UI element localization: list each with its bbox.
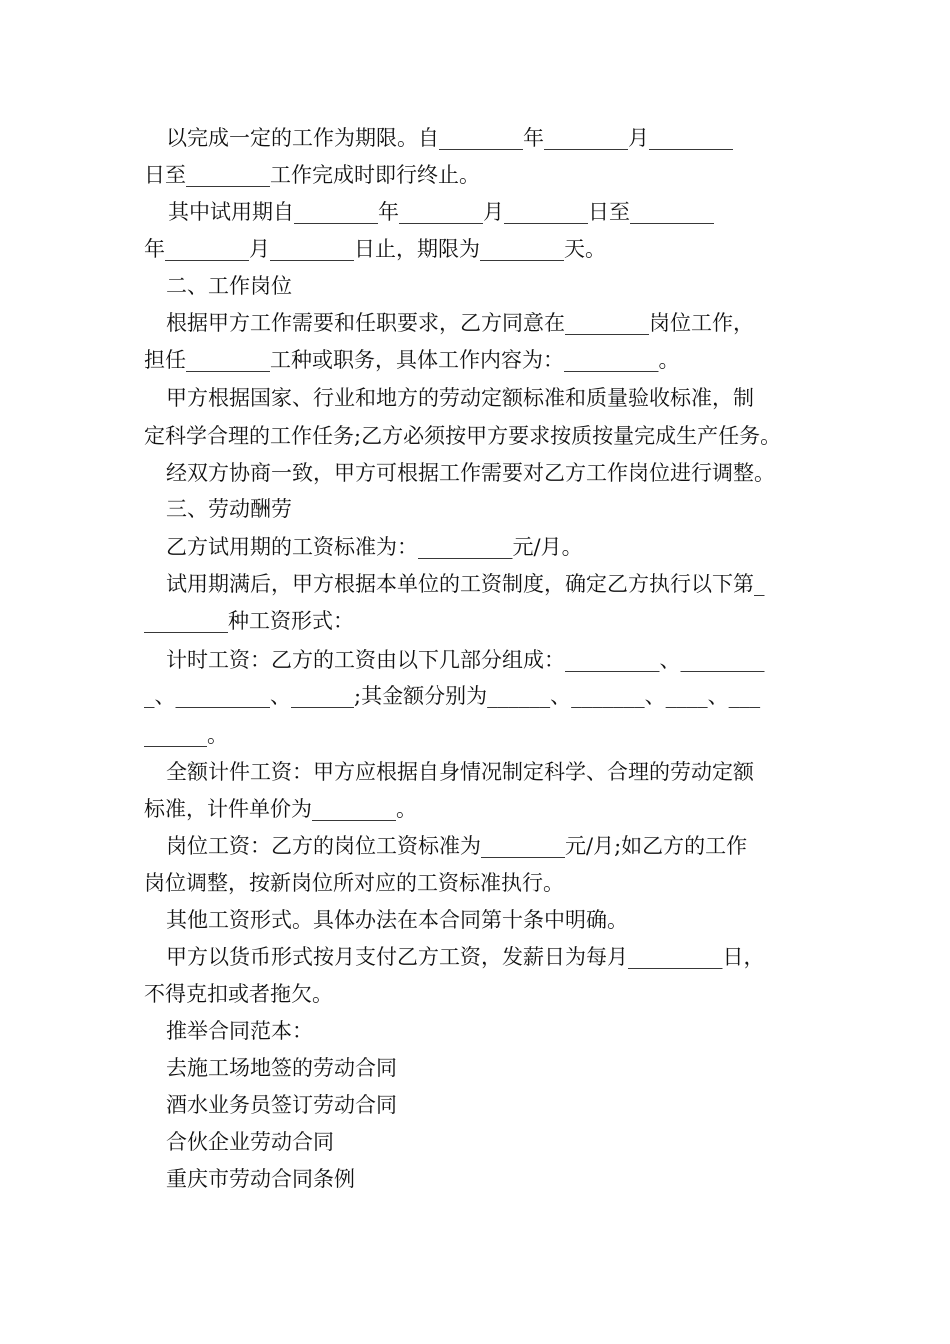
text-line: 甲方以货币形式按月支付乙方工资，发薪日为每月_________日， [166, 945, 765, 969]
text-line: 日至________工作完成时即行终止。 [144, 163, 480, 187]
text-line: 乙方试用期的工资标准为：_________元/月。 [166, 535, 583, 559]
text-line: 试用期满后，甲方根据本单位的工资制度，确定乙方执行以下第_ [166, 572, 765, 596]
text-line: 担任________工种或职务，具体工作内容为：_________。 [144, 348, 680, 372]
text-line: 经双方协商一致，甲方可根据工作需要对乙方工作岗位进行调整。 [166, 461, 775, 485]
section-heading: 三、劳动酬劳 [166, 497, 292, 521]
text-line: 甲方根据国家、行业和地方的劳动定额标准和质量验收标准，制 [166, 386, 754, 410]
text-line: 岗位工资：乙方的岗位工资标准为________元/月;如乙方的工作 [166, 834, 748, 858]
text-line: 其他工资形式。具体办法在本合同第十条中明确。 [166, 908, 628, 932]
list-item[interactable]: 酒水业务员签订劳动合同 [166, 1093, 397, 1117]
list-item[interactable]: 合伙企业劳动合同 [166, 1130, 334, 1154]
list-item[interactable]: 重庆市劳动合同条例 [166, 1167, 355, 1191]
text-line: 年________月________日止，期限为________天。 [144, 237, 606, 261]
text-line: 根据甲方工作需要和任职要求，乙方同意在________岗位工作， [166, 311, 754, 335]
text-line: 岗位调整，按新岗位所对应的工资标准执行。 [144, 871, 564, 895]
text-line: 其中试用期自________年________月________日至________ [168, 200, 714, 224]
text-line: 标准，计件单价为________。 [144, 797, 417, 821]
text-line: 全额计件工资：甲方应根据自身情况制定科学、合理的劳动定额 [166, 760, 754, 784]
text-line: 以完成一定的工作为期限。自________年________月________ [166, 126, 733, 150]
text-line: 定科学合理的工作任务;乙方必须按甲方要求按质按量完成生产任务。 [144, 424, 782, 448]
list-item[interactable]: 去施工场地签的劳动合同 [166, 1056, 397, 1080]
section-heading: 二、工作岗位 [166, 274, 292, 298]
text-line: 计时工资：乙方的工资由以下几部分组成：_________、________ [166, 648, 765, 672]
text-line: ________种工资形式： [144, 609, 354, 633]
text-line: ______。 [144, 723, 228, 747]
list-heading: 推举合同范本： [166, 1019, 313, 1043]
text-line: _、_________、______;其金额分别为______、_______、____、___ [144, 684, 761, 708]
text-line: 不得克扣或者拖欠。 [144, 982, 333, 1006]
